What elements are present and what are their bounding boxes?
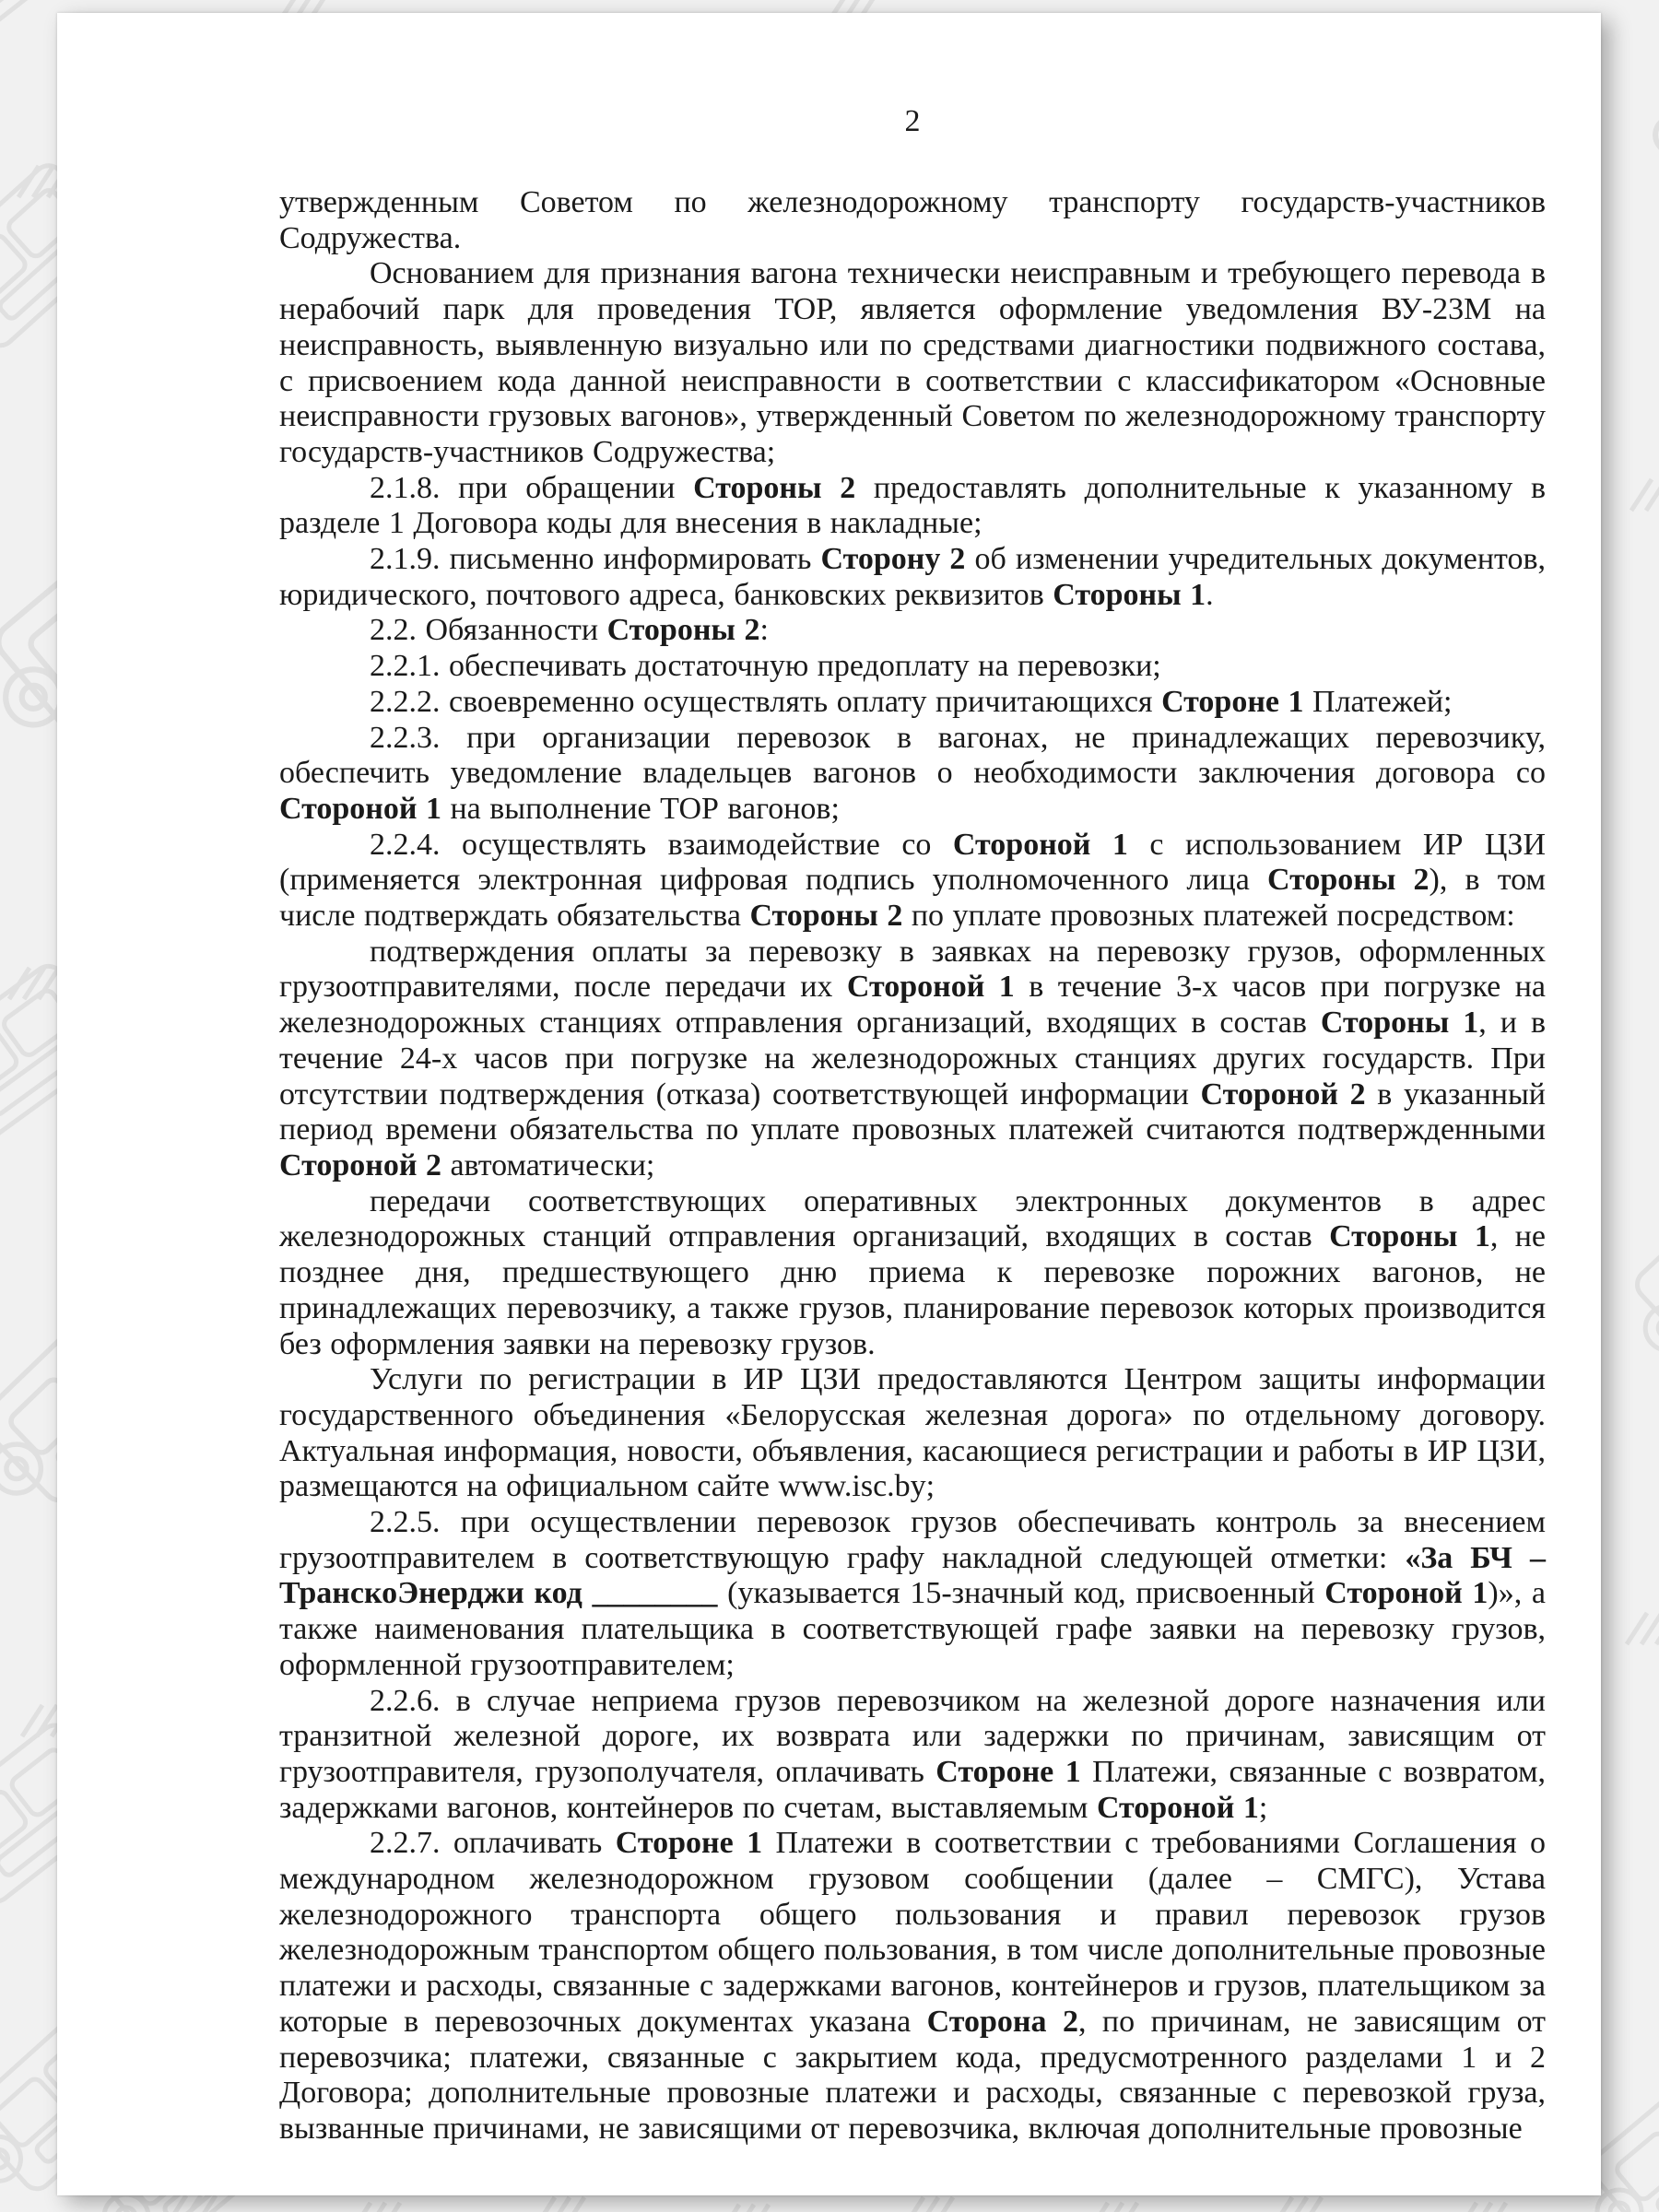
text-run: в течение 3-х часов при погрузке на железнодорожных станциях отправления организаций, входящих в состав xyxy=(279,970,1546,1041)
text-run: 2.2.4. осуществлять взаимодействие со xyxy=(370,827,953,862)
text-run: (указывается 15-значный код, присвоенный xyxy=(717,1576,1325,1611)
text-run: подтверждения оплаты за перевозку в заявках на перевозку грузов, оформленных грузоотправителями, после передачи их xyxy=(279,934,1546,1005)
bold-text-run: Стороны 2 xyxy=(749,899,903,934)
document-text xyxy=(279,185,1546,2147)
text-run: , не позднее дня, предшествующего дню приема к перевозке порожних вагонов, не принадлежащих перевозчику, а также грузов, планирование перевозок которых производится без оформления заявки на перевозку грузов. xyxy=(279,1219,1546,1361)
text-run: 2.1.9. письменно информировать xyxy=(370,542,821,577)
paragraph xyxy=(279,721,1546,828)
bold-text-run: Стороной 1 xyxy=(952,827,1128,862)
text-run: 2.1.8. при обращении xyxy=(370,470,694,505)
text-run: в указанный период времени обязательства по уплате провозных платежей считаются подтвержденными xyxy=(279,1077,1547,1147)
text-run: , по причинам, не зависящим от перевозчика; платежи, связанные с закрытием кода, предусмотренного разделами 1 и 2 Договора; дополнительные провозные платежи и расходы, связанные с перевозкой груза, вызванные причинами, не зависящими от перевозчика, включая дополнительные провозные xyxy=(279,2004,1546,2146)
bold-text-run: Стороне 1 xyxy=(615,1826,763,1861)
bold-text-run: «За БЧ – ТранскоЭнерджи код ________ xyxy=(279,1540,1546,1611)
bold-text-run: Стороны 1 xyxy=(1053,577,1206,612)
bold-text-run: Стороной 1 xyxy=(846,970,1015,1005)
bold-text-run: Сторону 2 xyxy=(820,542,966,577)
text-run: передачи соответствующих оперативных электронных документов в адрес железнодорожных станций отправления организаций, входящих в состав xyxy=(279,1183,1546,1254)
bold-text-run: Стороне 1 xyxy=(1161,684,1304,719)
bold-text-run: Стороны 1 xyxy=(1329,1219,1490,1254)
paragraph xyxy=(279,1362,1546,1505)
bold-text-run: Стороны 1 xyxy=(1320,1006,1479,1041)
text-run: Платежи, связанные с возвратом, задержками вагонов, контейнеров по счетам, выставляемым xyxy=(279,1754,1547,1825)
text-run: 2.2.2. своевременно осуществлять оплату причитающихся xyxy=(370,684,1162,719)
paragraph xyxy=(279,685,1546,721)
text-run: Услуги по регистрации в ИР ЦЗИ предоставляются Центром защиты информации государственного объединения «Белорусская железная дорога» по отдельному договору. Актуальная информация, новости, объявления, касающиеся регистрации и работы в ИР ЦЗИ, размещаются на официальном сайте www.isc.by; xyxy=(279,1362,1546,1504)
text-run: ), в том числе подтверждать обязательства xyxy=(279,863,1546,934)
bold-text-run: Стороны 2 xyxy=(1266,863,1430,898)
text-run: 2.2.1. обеспечивать достаточную предоплату на перевозки; xyxy=(370,649,1161,684)
paragraph xyxy=(279,185,1546,256)
bold-text-run: Стороной 1 xyxy=(1324,1576,1488,1611)
text-run: Платежи в соответствии с требованиями Соглашения о международном железнодорожном грузовом сообщении (далее – СМГС), Устава железнодорожного транспорта общего пользования и правил перевозок грузов железнодорожным транспортом общего пользования, в том числе дополнительные провозные платежи и расходы, связанные с задержками вагонов, контейнеров и грузов, плательщиком за которые в перевозочных документах указана xyxy=(279,1826,1547,2039)
text-run: 2.2. Обязанности xyxy=(370,613,607,648)
document-page xyxy=(57,13,1601,2195)
bold-text-run: Стороной 2 xyxy=(279,1147,441,1182)
text-run: с использованием ИР ЦЗИ (применяется электронная цифровая подпись уполномоченного лица xyxy=(279,827,1547,898)
text-run: 2.2.7. оплачивать xyxy=(370,1826,616,1861)
paragraph xyxy=(279,256,1546,470)
text-run: утвержденным Советом по железнодорожному транспорту государств-участников Содружества. xyxy=(279,185,1546,255)
text-run: 2.2.5. при осуществлении перевозок грузов обеспечивать контроль за внесением грузоотправителем в соответствующую графу накладной следующей отметки: xyxy=(279,1505,1546,1575)
text-run: 2.2.3. при организации перевозок в вагонах, не принадлежащих перевозчику, обеспечить уведомление владельцев вагонов о необходимости заключения договора со xyxy=(279,720,1546,791)
bold-text-run: Стороны 2 xyxy=(606,613,760,648)
text-run: Платежей; xyxy=(1303,684,1453,719)
text-run: )», а также наименования плательщика в соответствующей графе заявки на перевозку грузов, оформленной грузоотправителем; xyxy=(279,1576,1547,1682)
paragraph xyxy=(279,542,1546,613)
text-run: об изменении учредительных документов, юридического, почтового адреса, банковских реквизитов xyxy=(279,542,1546,612)
text-run: 2.2.6. в случае неприема грузов перевозчиком на железной дороге назначения или транзитной железной дороге, их возврата или задержки по причинам, зависящим от грузоотправителя, грузополучателя, оплачивать xyxy=(279,1683,1546,1789)
paragraph xyxy=(279,649,1546,685)
bold-text-run: Стороной 1 xyxy=(1096,1790,1259,1825)
text-run: : xyxy=(759,613,769,648)
paragraph xyxy=(279,1505,1546,1684)
paragraph xyxy=(279,1184,1546,1363)
text-run: предоставлять дополнительные к указанному в разделе 1 Договора коды для внесения в накладные; xyxy=(279,470,1547,541)
bold-text-run: Стороной 1 xyxy=(279,791,441,826)
text-run: на выполнение ТОР вагонов; xyxy=(441,791,840,826)
text-run: , и в течение 24-х часов при погрузке на железнодорожных станциях других государств. При отсутствии подтверждения (отказа) соответствующей информации xyxy=(279,1006,1547,1112)
paragraph xyxy=(279,935,1546,1184)
paragraph xyxy=(279,1826,1546,2147)
paragraph xyxy=(279,613,1546,649)
bold-text-run: Стороны 2 xyxy=(693,470,856,505)
page-number: 2 xyxy=(904,104,921,138)
text-run: ; xyxy=(1258,1790,1268,1825)
bold-text-run: Сторона 2 xyxy=(926,2004,1078,2039)
page-content xyxy=(57,13,1601,2195)
paragraph xyxy=(279,1684,1546,1827)
bold-text-run: Стороной 2 xyxy=(1200,1077,1366,1112)
text-run: автоматически; xyxy=(441,1147,655,1182)
text-run: по уплате провозных платежей посредством: xyxy=(902,899,1515,934)
paragraph xyxy=(279,471,1546,542)
text-run: . xyxy=(1206,577,1214,612)
paragraph xyxy=(279,828,1546,935)
bold-text-run: Стороне 1 xyxy=(935,1754,1081,1789)
text-run: Основанием для признания вагона технически неисправным и требующего перевода в нерабочий парк для проведения ТОР, является оформление уведомления ВУ-23М на неисправность, выявленную визуально или по средствами диагностики подвижного состава, с присвоением кода данной неисправности в соответствии с классификатором «Основные неисправности грузовых вагонов», утвержденный Советом по железнодорожному транспорту государств-участников Содружества; xyxy=(279,256,1546,469)
